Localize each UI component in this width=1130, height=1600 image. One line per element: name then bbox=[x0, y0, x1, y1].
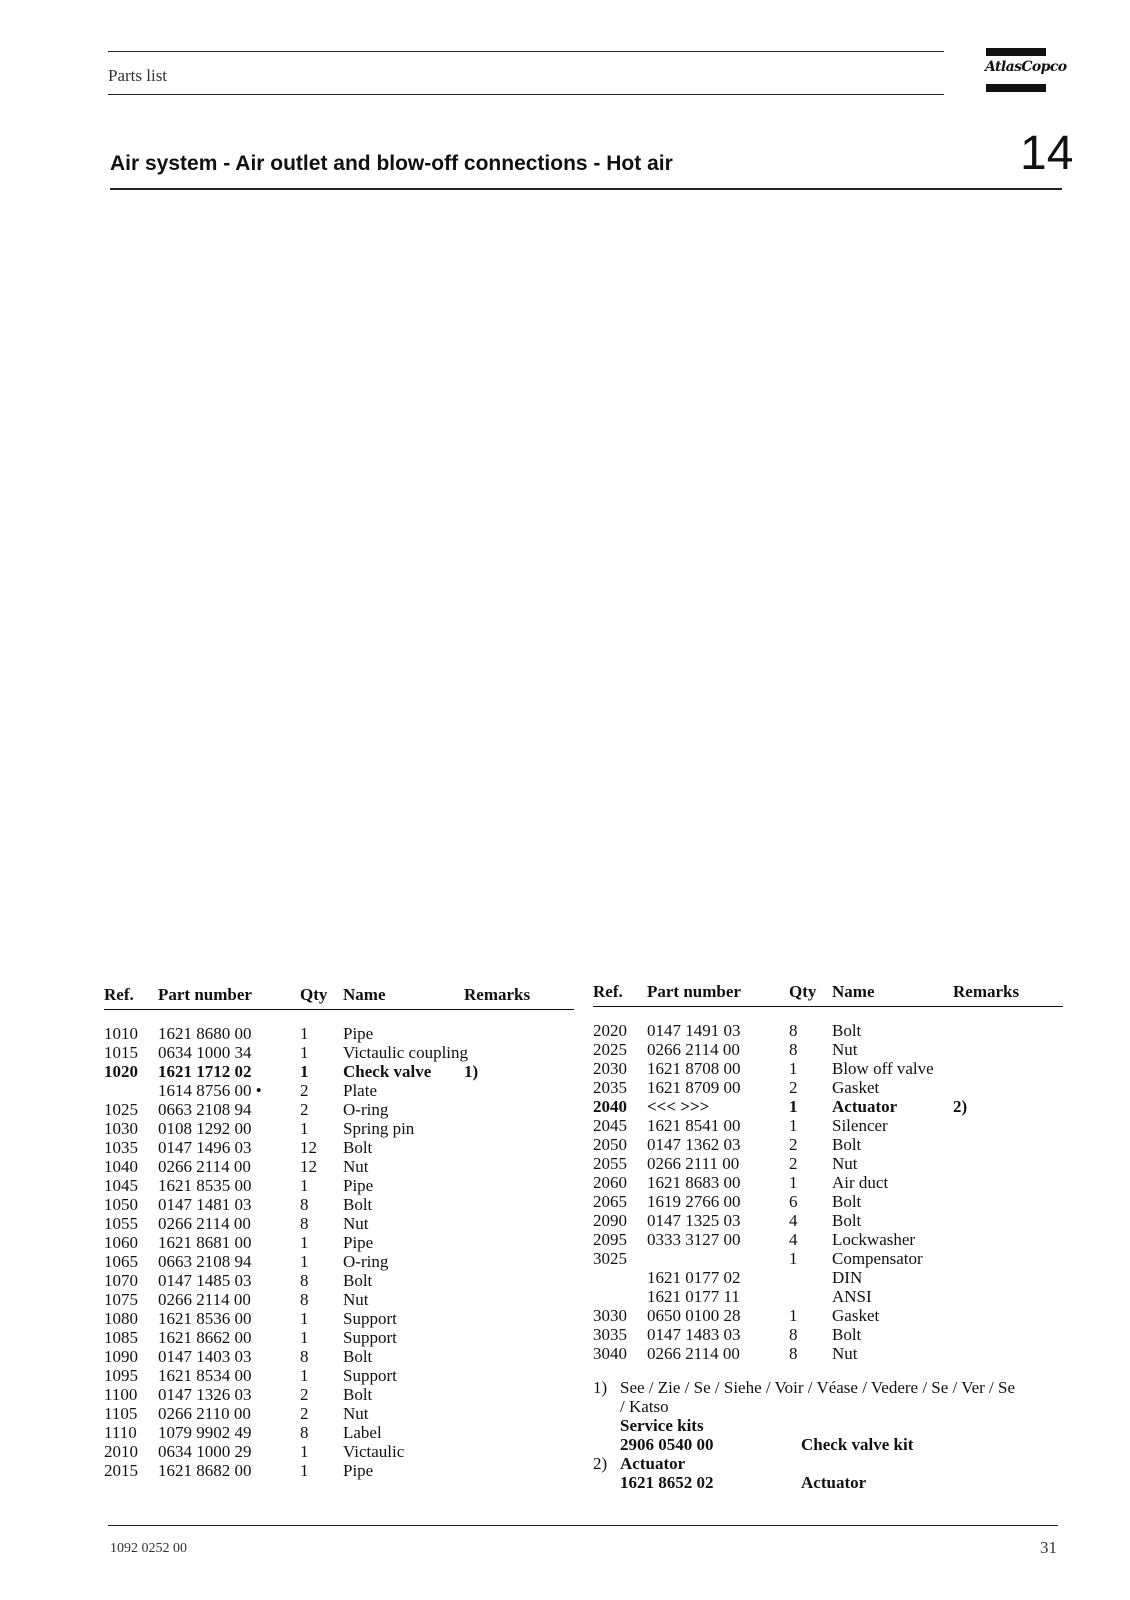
cell-name: O-ring bbox=[343, 1252, 389, 1271]
cell-remarks: 1) bbox=[464, 1062, 479, 1081]
cell-qty: 8 bbox=[300, 1290, 309, 1309]
cell-name: Bolt bbox=[343, 1385, 373, 1404]
note-2-line-2 bbox=[593, 1473, 1063, 1492]
logo-top-bar bbox=[986, 48, 1046, 56]
cell-qty: 1 bbox=[300, 1043, 309, 1062]
cell-qty: 8 bbox=[789, 1021, 798, 1040]
cell-name: Gasket bbox=[832, 1306, 880, 1325]
table-row bbox=[104, 1366, 574, 1385]
cell-part-number: 1621 8535 00 bbox=[158, 1176, 252, 1195]
col-remarks-header: Remarks bbox=[953, 982, 1020, 1001]
cell-ref: 2040 bbox=[593, 1097, 627, 1116]
note-2-line-1 bbox=[593, 1454, 1063, 1473]
table-row bbox=[104, 1043, 574, 1062]
table-row bbox=[593, 1344, 1063, 1363]
cell-qty: 6 bbox=[789, 1192, 798, 1211]
cell-name: Support bbox=[343, 1328, 397, 1347]
cell-name: Bolt bbox=[343, 1347, 373, 1366]
cell-name: Nut bbox=[832, 1154, 858, 1173]
cell-qty: 1 bbox=[789, 1097, 798, 1116]
cell-ref: 2020 bbox=[593, 1021, 627, 1040]
cell-ref: 2045 bbox=[593, 1116, 627, 1135]
cell-name: Pipe bbox=[343, 1461, 374, 1480]
table-row bbox=[593, 1211, 1063, 1230]
cell-ref: 1085 bbox=[104, 1328, 138, 1347]
table-row bbox=[104, 1385, 574, 1404]
table-header bbox=[104, 985, 574, 1010]
cell-name: Bolt bbox=[343, 1195, 373, 1214]
cell-qty: 1 bbox=[789, 1306, 798, 1325]
table-row bbox=[104, 1423, 574, 1442]
col-remarks-header: Remarks bbox=[464, 985, 531, 1004]
cell-part-number: 1621 8709 00 bbox=[647, 1078, 741, 1097]
cell-ref: 1110 bbox=[104, 1423, 137, 1442]
cell-name: Bolt bbox=[832, 1021, 862, 1040]
cell-qty: 2 bbox=[300, 1404, 309, 1423]
table-row bbox=[104, 1081, 574, 1100]
cell-name: Pipe bbox=[343, 1024, 374, 1043]
cell-ref: 1055 bbox=[104, 1214, 138, 1233]
cell-part-number: 0333 3127 00 bbox=[647, 1230, 741, 1249]
cell-ref: 1025 bbox=[104, 1100, 138, 1119]
cell-qty: 1 bbox=[300, 1309, 309, 1328]
table-row bbox=[104, 1461, 574, 1480]
cell-part-number: 0147 1496 03 bbox=[158, 1138, 252, 1157]
cell-qty: 2 bbox=[300, 1081, 309, 1100]
cell-qty: 1 bbox=[300, 1062, 309, 1081]
table-row bbox=[104, 1195, 574, 1214]
cell-name: Spring pin bbox=[343, 1119, 415, 1138]
cell-remarks: 2) bbox=[953, 1097, 968, 1116]
cell-qty: 1 bbox=[300, 1461, 309, 1480]
cell-name: Bolt bbox=[832, 1325, 862, 1344]
logo-bottom-bar bbox=[986, 84, 1046, 92]
cell-name: Plate bbox=[343, 1081, 377, 1100]
cell-name: Blow off valve bbox=[832, 1059, 934, 1078]
cell-name: Label bbox=[343, 1423, 382, 1442]
cell-ref: 1040 bbox=[104, 1157, 138, 1176]
cell-ref: 1065 bbox=[104, 1252, 138, 1271]
table-row bbox=[104, 1176, 574, 1195]
cell-ref: 1070 bbox=[104, 1271, 138, 1290]
note-1-text-cont: / Katso bbox=[620, 1397, 669, 1416]
header-top-rule bbox=[108, 51, 944, 52]
cell-part-number: 1621 0177 11 bbox=[647, 1287, 740, 1306]
cell-qty: 1 bbox=[300, 1366, 309, 1385]
cell-ref: 1090 bbox=[104, 1347, 138, 1366]
cell-name: Lockwasher bbox=[832, 1230, 916, 1249]
table-row bbox=[104, 1157, 574, 1176]
cell-part-number: 0266 2114 00 bbox=[647, 1040, 740, 1059]
cell-part-number: 0147 1326 03 bbox=[158, 1385, 252, 1404]
page-title: Air system - Air outlet and blow-off connections - Hot air bbox=[110, 152, 673, 175]
atlas-copco-logo bbox=[985, 48, 1067, 92]
cell-ref: 3025 bbox=[593, 1249, 627, 1268]
cell-name: Bolt bbox=[832, 1135, 862, 1154]
cell-ref: 1035 bbox=[104, 1138, 138, 1157]
cell-name: Pipe bbox=[343, 1176, 374, 1195]
cell-qty: 8 bbox=[789, 1325, 798, 1344]
cell-name: Compensator bbox=[832, 1249, 923, 1268]
cell-part-number: 0147 1362 03 bbox=[647, 1135, 741, 1154]
cell-ref: 1060 bbox=[104, 1233, 138, 1252]
cell-ref: 2025 bbox=[593, 1040, 627, 1059]
table-row bbox=[104, 1214, 574, 1233]
cell-ref: 1045 bbox=[104, 1176, 138, 1195]
cell-name: Bolt bbox=[343, 1271, 373, 1290]
header-label: Parts list bbox=[108, 66, 168, 85]
cell-part-number: 0147 1481 03 bbox=[158, 1195, 252, 1214]
document-number: 1092 0252 00 bbox=[110, 1541, 187, 1556]
table-row bbox=[593, 1135, 1063, 1154]
logo-wordmark: AtlasCopco bbox=[985, 59, 1067, 75]
cell-name: Air duct bbox=[832, 1173, 889, 1192]
cell-part-number: 0147 1491 03 bbox=[647, 1021, 741, 1040]
cell-qty: 8 bbox=[300, 1271, 309, 1290]
cell-part-number: 0266 2114 00 bbox=[647, 1344, 740, 1363]
note-2-heading: Actuator bbox=[620, 1454, 686, 1473]
table-row bbox=[593, 1325, 1063, 1344]
cell-name: Victaulic coupling bbox=[343, 1043, 469, 1062]
table-header bbox=[593, 982, 1063, 1007]
cell-qty: 8 bbox=[300, 1347, 309, 1366]
cell-name: Check valve bbox=[343, 1062, 432, 1081]
cell-part-number: 0147 1325 03 bbox=[647, 1211, 741, 1230]
cell-qty: 8 bbox=[300, 1214, 309, 1233]
col-part-number-header: Part number bbox=[158, 985, 252, 1004]
cell-part-number: 0634 1000 34 bbox=[158, 1043, 252, 1062]
table-row bbox=[593, 1097, 1063, 1116]
cell-part-number: 1621 8662 00 bbox=[158, 1328, 252, 1347]
cell-qty: 1 bbox=[789, 1249, 798, 1268]
cell-qty: 1 bbox=[789, 1059, 798, 1078]
cell-qty: 1 bbox=[300, 1024, 309, 1043]
table-row bbox=[104, 1119, 574, 1138]
cell-part-number: 1621 8683 00 bbox=[647, 1173, 741, 1192]
cell-name: Victaulic bbox=[343, 1442, 405, 1461]
cell-part-number: 0266 2114 00 bbox=[158, 1157, 251, 1176]
cell-ref: 1100 bbox=[104, 1385, 138, 1404]
cell-qty: 2 bbox=[300, 1385, 309, 1404]
cell-ref: 1075 bbox=[104, 1290, 138, 1309]
cell-name: DIN bbox=[832, 1268, 863, 1287]
table-body bbox=[593, 1021, 1063, 1363]
cell-qty: 2 bbox=[789, 1154, 798, 1173]
cell-part-number: <<< >>> bbox=[647, 1097, 710, 1116]
table-row bbox=[593, 1230, 1063, 1249]
cell-part-number: 0266 2110 00 bbox=[158, 1404, 251, 1423]
parts-table-right bbox=[593, 982, 1063, 1363]
cell-ref: 2050 bbox=[593, 1135, 627, 1154]
cell-qty: 1 bbox=[300, 1442, 309, 1461]
cell-name: Support bbox=[343, 1366, 397, 1385]
cell-name: Nut bbox=[832, 1040, 858, 1059]
cell-name: Actuator bbox=[832, 1097, 898, 1116]
cell-qty: 1 bbox=[300, 1328, 309, 1347]
table-row bbox=[104, 1062, 574, 1081]
note-2-number: 2) bbox=[593, 1454, 608, 1473]
cell-ref: 2065 bbox=[593, 1192, 627, 1211]
cell-ref: 1030 bbox=[104, 1119, 138, 1138]
col-qty-header: Qty bbox=[300, 985, 328, 1004]
cell-ref: 1010 bbox=[104, 1024, 138, 1043]
note-1-line-3 bbox=[593, 1416, 1063, 1435]
cell-ref: 1015 bbox=[104, 1043, 138, 1062]
cell-name: Gasket bbox=[832, 1078, 880, 1097]
cell-ref: 2030 bbox=[593, 1059, 627, 1078]
table-row bbox=[104, 1347, 574, 1366]
cell-qty: 12 bbox=[300, 1157, 317, 1176]
cell-part-number: 0266 2114 00 bbox=[158, 1214, 251, 1233]
col-ref-header: Ref. bbox=[104, 985, 134, 1004]
table-row bbox=[104, 1290, 574, 1309]
cell-part-number: 1621 8536 00 bbox=[158, 1309, 252, 1328]
cell-ref: 2060 bbox=[593, 1173, 627, 1192]
table-row bbox=[104, 1252, 574, 1271]
table-row bbox=[104, 1404, 574, 1423]
cell-ref: 2035 bbox=[593, 1078, 627, 1097]
table-row bbox=[593, 1287, 1063, 1306]
cell-qty: 12 bbox=[300, 1138, 317, 1157]
table-row bbox=[593, 1249, 1063, 1268]
cell-name: O-ring bbox=[343, 1100, 389, 1119]
table-row bbox=[104, 1233, 574, 1252]
note-1-line-4 bbox=[593, 1435, 1063, 1454]
cell-qty: 1 bbox=[300, 1176, 309, 1195]
table-row bbox=[104, 1100, 574, 1119]
cell-name: ANSI bbox=[832, 1287, 872, 1306]
cell-ref: 1080 bbox=[104, 1309, 138, 1328]
cell-part-number: 0147 1485 03 bbox=[158, 1271, 252, 1290]
cell-part-number: 0663 2108 94 bbox=[158, 1252, 252, 1271]
cell-ref: 2095 bbox=[593, 1230, 627, 1249]
section-number: 14 bbox=[1020, 127, 1074, 180]
cell-part-number: 0663 2108 94 bbox=[158, 1100, 252, 1119]
cell-qty: 1 bbox=[789, 1116, 798, 1135]
cell-part-number: 0147 1483 03 bbox=[647, 1325, 741, 1344]
cell-qty: 2 bbox=[300, 1100, 309, 1119]
cell-ref: 1050 bbox=[104, 1195, 138, 1214]
actuator-part: 1621 8652 02 bbox=[620, 1473, 714, 1492]
table-row bbox=[593, 1268, 1063, 1287]
cell-name: Pipe bbox=[343, 1233, 374, 1252]
cell-ref: 1020 bbox=[104, 1062, 138, 1081]
col-name-header: Name bbox=[343, 985, 386, 1004]
cell-part-number: 1621 8708 00 bbox=[647, 1059, 741, 1078]
cell-qty: 8 bbox=[789, 1040, 798, 1059]
cell-part-number: 1621 8681 00 bbox=[158, 1233, 252, 1252]
cell-ref: 1095 bbox=[104, 1366, 138, 1385]
note-1-line-2 bbox=[593, 1397, 1063, 1416]
cell-name: Bolt bbox=[832, 1192, 862, 1211]
cell-ref: 2090 bbox=[593, 1211, 627, 1230]
cell-name: Nut bbox=[832, 1344, 858, 1363]
cell-qty: 1 bbox=[300, 1252, 309, 1271]
cell-name: Support bbox=[343, 1309, 397, 1328]
col-part-number-header: Part number bbox=[647, 982, 741, 1001]
col-ref-header: Ref. bbox=[593, 982, 623, 1001]
table-row bbox=[104, 1442, 574, 1461]
check-valve-kit-name: Check valve kit bbox=[801, 1435, 914, 1454]
cell-part-number: 1621 8541 00 bbox=[647, 1116, 741, 1135]
cell-qty: 2 bbox=[789, 1078, 798, 1097]
cell-part-number: 1621 8534 00 bbox=[158, 1366, 252, 1385]
cell-name: Nut bbox=[343, 1404, 369, 1423]
cell-qty: 4 bbox=[789, 1211, 798, 1230]
cell-part-number: 1619 2766 00 bbox=[647, 1192, 741, 1211]
cell-part-number: 0108 1292 00 bbox=[158, 1119, 252, 1138]
cell-ref: 3030 bbox=[593, 1306, 627, 1325]
table-row bbox=[593, 1154, 1063, 1173]
cell-qty: 1 bbox=[789, 1173, 798, 1192]
table-row bbox=[593, 1116, 1063, 1135]
table-row bbox=[593, 1059, 1063, 1078]
check-valve-kit-part: 2906 0540 00 bbox=[620, 1435, 714, 1454]
table-row bbox=[593, 1306, 1063, 1325]
cell-name: Nut bbox=[343, 1157, 369, 1176]
col-qty-header: Qty bbox=[789, 982, 817, 1001]
cell-ref: 2015 bbox=[104, 1461, 138, 1480]
actuator-name: Actuator bbox=[801, 1473, 867, 1492]
table-row bbox=[104, 1309, 574, 1328]
cell-qty: 1 bbox=[300, 1119, 309, 1138]
footer-rule bbox=[108, 1525, 1058, 1526]
cell-qty: 8 bbox=[300, 1423, 309, 1442]
table-row bbox=[593, 1021, 1063, 1040]
note-1-number: 1) bbox=[593, 1378, 608, 1397]
page-number: 31 bbox=[1040, 1538, 1057, 1557]
table-row bbox=[104, 1024, 574, 1043]
note-1-text: See / Zie / Se / Siehe / Voir / Véase / Vedere / Se / Ver / Se bbox=[620, 1378, 1016, 1397]
table-row bbox=[104, 1328, 574, 1347]
cell-part-number: 1621 1712 02 bbox=[158, 1062, 252, 1081]
cell-qty: 1 bbox=[300, 1233, 309, 1252]
cell-part-number: 1079 9902 49 bbox=[158, 1423, 252, 1442]
cell-ref: 3035 bbox=[593, 1325, 627, 1344]
cell-qty: 4 bbox=[789, 1230, 798, 1249]
col-name-header: Name bbox=[832, 982, 875, 1001]
table-row bbox=[593, 1173, 1063, 1192]
cell-part-number: 1621 8682 00 bbox=[158, 1461, 252, 1480]
cell-ref: 2055 bbox=[593, 1154, 627, 1173]
cell-name: Silencer bbox=[832, 1116, 888, 1135]
cell-ref: 3040 bbox=[593, 1344, 627, 1363]
cell-qty: 8 bbox=[789, 1344, 798, 1363]
cell-part-number: 1621 8680 00 bbox=[158, 1024, 252, 1043]
note-1-line-1 bbox=[593, 1378, 1063, 1397]
cell-part-number: 0147 1403 03 bbox=[158, 1347, 252, 1366]
service-kits-heading: Service kits bbox=[620, 1416, 704, 1435]
cell-part-number: 0266 2111 00 bbox=[647, 1154, 740, 1173]
table-body bbox=[104, 1024, 574, 1480]
cell-part-number: 0266 2114 00 bbox=[158, 1290, 251, 1309]
cell-ref: 2010 bbox=[104, 1442, 138, 1461]
footnotes bbox=[593, 1378, 1063, 1492]
cell-ref: 1105 bbox=[104, 1404, 138, 1423]
cell-name: Bolt bbox=[343, 1138, 373, 1157]
cell-part-number: 1621 0177 02 bbox=[647, 1268, 741, 1287]
cell-name: Nut bbox=[343, 1290, 369, 1309]
parts-table-left bbox=[104, 985, 574, 1480]
cell-name: Nut bbox=[343, 1214, 369, 1233]
table-row bbox=[593, 1040, 1063, 1059]
table-row bbox=[593, 1078, 1063, 1097]
cell-part-number: 1614 8756 00 • bbox=[158, 1081, 262, 1100]
cell-part-number: 0650 0100 28 bbox=[647, 1306, 741, 1325]
cell-qty: 2 bbox=[789, 1135, 798, 1154]
cell-part-number: 0634 1000 29 bbox=[158, 1442, 252, 1461]
cell-name: Bolt bbox=[832, 1211, 862, 1230]
table-row bbox=[104, 1271, 574, 1290]
table-row bbox=[104, 1138, 574, 1157]
header-bottom-rule bbox=[108, 94, 944, 95]
table-row bbox=[593, 1192, 1063, 1211]
cell-qty: 8 bbox=[300, 1195, 309, 1214]
title-rule bbox=[110, 188, 1062, 190]
